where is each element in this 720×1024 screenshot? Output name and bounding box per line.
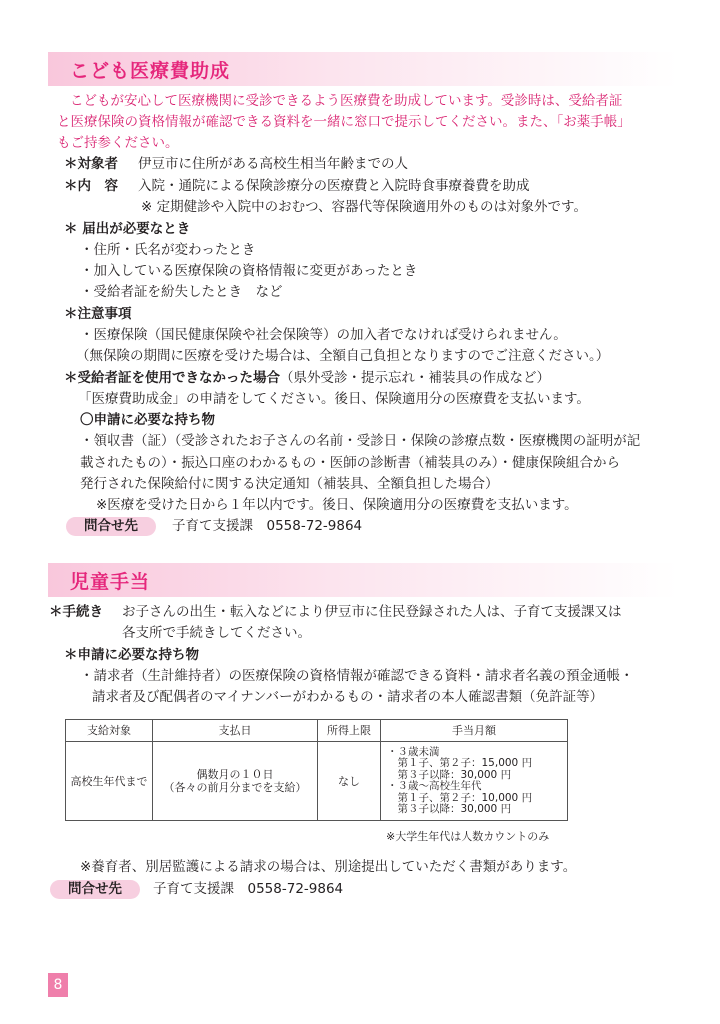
amount-line: 第３子以降：30,000 円 — [387, 768, 512, 781]
caution-line-2: （無保険の期間に医療を受けた場合は、全額自己負担となりますのでご注意ください。） — [76, 348, 610, 364]
cell-monthly-amount — [381, 742, 568, 821]
section-header-child-allowance — [48, 563, 678, 597]
amount-line: 第１子、第２子：10,000 円 — [387, 791, 533, 804]
cell-target: 高校生年代まで — [66, 742, 153, 821]
items-line: 発行された保険給付に関する決定通知（補装具、全額負担した場合） — [80, 476, 499, 492]
pay-day-line: 偶数月の１０日 — [196, 768, 274, 781]
amount-line: ・３歳～高校生年代 — [387, 780, 482, 792]
unusable-paren: （県外受診・提示忘れ・補装具の作成など） — [280, 370, 550, 386]
procedure-label: ＊手続き — [49, 604, 103, 620]
intro-line-3: もご持参ください。 — [57, 135, 179, 151]
contact-text: 子育て支援課 0558-72-9864 — [172, 518, 363, 534]
guardian-note: ※養育者、別居監護による請求の場合は、別途提出していただく書類があります。 — [80, 859, 577, 875]
unusable-text: 「医療費助成金」の申請をしてください。後日、保険適用分の医療費を支払います。 — [78, 391, 590, 407]
allowance-items-heading: ＊申請に必要な持ち物 — [64, 647, 199, 663]
content-label: ＊内 容 — [64, 178, 118, 194]
items-line: ・領収書（証）（受診されたお子さんの名前・受診日・保険の診療点数・医療機関の証明が記 — [80, 433, 641, 449]
when-item: ・加入している医療保険の資格情報に変更があったとき — [80, 263, 418, 279]
header-target: 支給対象 — [66, 720, 153, 742]
contact-badge: 問合せ先 — [50, 880, 140, 899]
header-income-limit: 所得上限 — [318, 720, 381, 742]
header-monthly-amount: 手当月額 — [381, 720, 568, 742]
intro-line-2: と医療保険の資格情報が確認できる資料を一緒に窓口で提示してください。また、「お薬手帳」 — [57, 114, 631, 130]
when-item: ・住所・氏名が変わったとき — [80, 242, 256, 258]
allowance-table — [65, 719, 568, 821]
when-item: ・受給者証を紛失したとき など — [80, 284, 283, 300]
items-heading: 〇申請に必要な持ち物 — [80, 412, 215, 428]
when-heading: ＊ 届出が必要なとき — [64, 221, 191, 237]
unusable-heading-line — [64, 368, 550, 389]
amount-line: ・３歳未満 — [387, 745, 440, 758]
table-note: ※大学生年代は人数カウントのみ — [386, 830, 550, 843]
amount-line: 第３子以降：30,000 円 — [387, 803, 512, 815]
items-line: 載されたもの）・振込口座のわかるもの・医師の診断書（補装具のみ）・健康保険組合から — [80, 455, 620, 471]
cell-income-limit: なし — [318, 742, 381, 821]
unusable-heading: ＊受給者証を使用できなかった場合 — [64, 370, 280, 386]
section-header-child-medical — [48, 52, 678, 86]
intro-line-1: こどもが安心して医療機関に受診できるよう医療費を助成しています。受診時は、受給者証 — [70, 93, 623, 109]
allowance-items-line: 請求者及び配偶者のマイナンバーがわかるもの・請求者の本人確認書類（免許証等） — [92, 689, 604, 705]
page-number: 8 — [48, 973, 68, 997]
procedure-line: お子さんの出生・転入などにより伊豆市に住民登録された人は、子育て支援課又は — [122, 604, 622, 620]
contact-text: 子育て支援課 0558-72-9864 — [153, 881, 344, 897]
header-pay-day: 支払日 — [153, 720, 318, 742]
amount-line: 第１子、第２子：15,000 円 — [387, 757, 533, 769]
section-title: こども医療費助成 — [70, 60, 231, 82]
target-label: ＊対象者 — [64, 156, 118, 172]
target-text: 伊豆市に住所がある高校生相当年齢までの人 — [138, 156, 408, 172]
caution-line-1: ・医療保険（国民健康保険や社会保険等）の加入者でなければ受けられません。 — [80, 327, 567, 343]
cell-pay-day — [153, 742, 318, 821]
content-note: ※ 定期健診や入院中のおむつ、容器代等保険適用外のものは対象外です。 — [141, 199, 587, 215]
items-note: ※医療を受けた日から１年以内です。後日、保険適用分の医療費を支払います。 — [96, 497, 578, 513]
allowance-items-line: ・請求者（生計維持者）の医療保険の資格情報が確認できる資料・請求者名義の預金通帳・ — [80, 668, 634, 684]
content-text: 入院・通院による保険診療分の医療費と入院時食事療養費を助成 — [138, 178, 530, 194]
procedure-line: 各支所で手続きしてください。 — [122, 625, 311, 641]
section-title: 児童手当 — [70, 571, 151, 593]
pay-day-line: （各々の前月分までを支給） — [163, 781, 307, 794]
caution-heading: ＊注意事項 — [64, 306, 132, 322]
contact-badge: 問合せ先 — [66, 517, 156, 536]
